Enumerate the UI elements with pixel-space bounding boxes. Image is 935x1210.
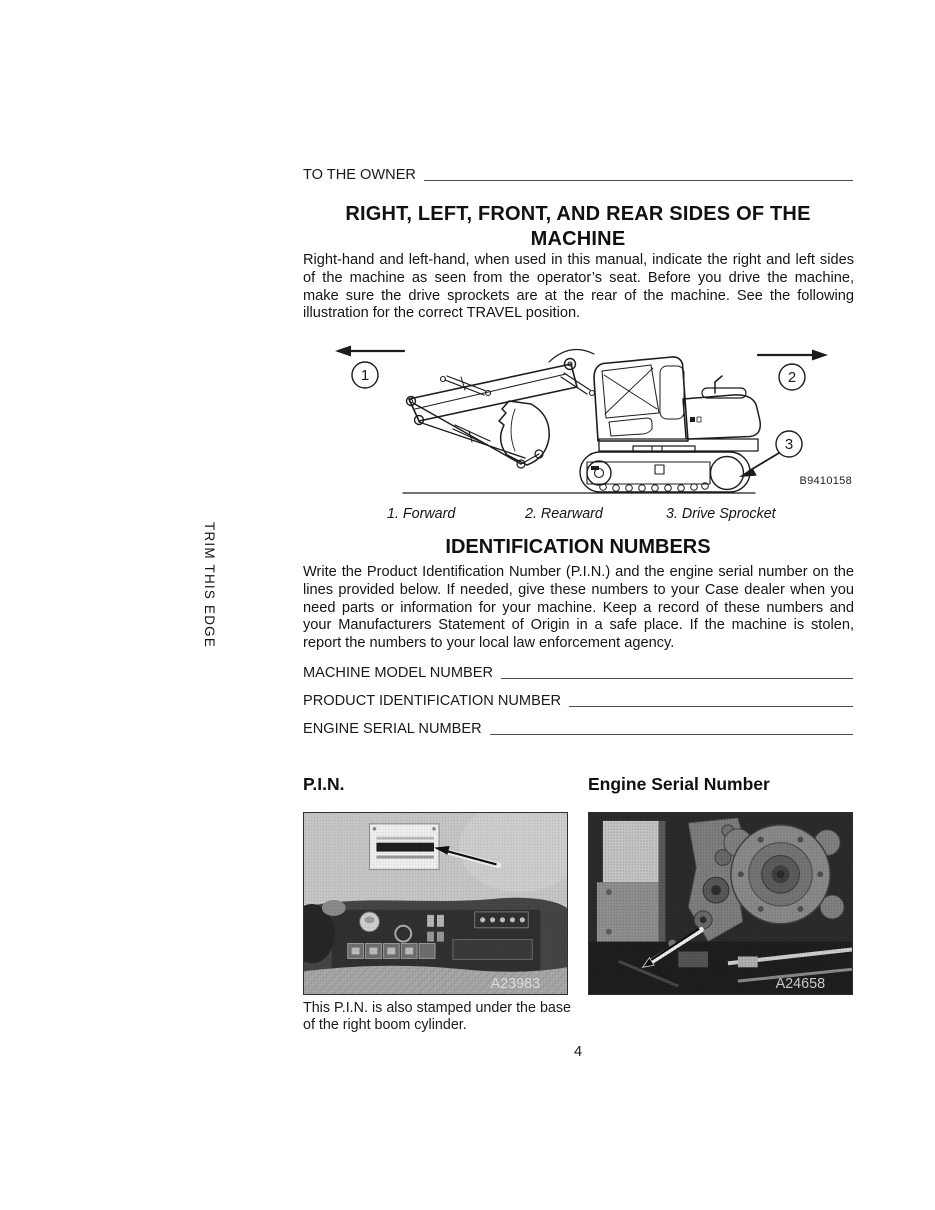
sides-section-title bbox=[303, 202, 853, 252]
legend-forward: 1. Forward bbox=[387, 506, 456, 522]
rearward-arrow bbox=[758, 350, 828, 361]
engine-serial-number-line bbox=[490, 722, 853, 735]
engine-serial-photo-graphic bbox=[589, 813, 852, 994]
legend-drive-sprocket: 3. Drive Sprocket bbox=[666, 506, 776, 522]
sides-title-line2: MACHINE bbox=[530, 228, 626, 250]
sides-section-body: Right-hand and left-hand, when used in this manual, indicate the right and left sides of the machine as seen from the operator’s seat. Before you drive the machine, make sure the drive sprockets are at the rear of the machine. See the following illustration for the correct TRAVEL position. bbox=[303, 252, 854, 322]
engine-serial-heading: Engine Serial Number bbox=[588, 774, 770, 794]
pin-caption: This P.I.N. is also stamped under the base of the right boom cylinder. bbox=[303, 1000, 571, 1033]
svg-text:1: 1 bbox=[360, 367, 370, 384]
callout-3 bbox=[739, 431, 802, 477]
bucket bbox=[499, 401, 549, 465]
pin-photo bbox=[303, 812, 568, 995]
travel-position-figure bbox=[303, 333, 853, 528]
machine-model-number-label: MACHINE MODEL NUMBER bbox=[303, 665, 494, 681]
page-number: 4 bbox=[573, 1044, 583, 1060]
excavator-boom bbox=[407, 350, 595, 469]
callout-1 bbox=[352, 362, 378, 388]
id-section-title: IDENTIFICATION NUMBERS bbox=[445, 536, 711, 558]
pin-photo-code: A23983 bbox=[490, 976, 541, 993]
engine-cover bbox=[683, 395, 760, 439]
callout-2 bbox=[779, 364, 805, 390]
machine-model-number-row bbox=[303, 665, 853, 681]
svg-text:2: 2 bbox=[787, 369, 797, 386]
exhaust bbox=[715, 376, 722, 393]
engine-serial-photo-code: A24658 bbox=[775, 976, 826, 993]
sides-title-line1: RIGHT, LEFT, FRONT, AND REAR SIDES OF THE bbox=[345, 203, 811, 225]
owner-header-label: TO THE OWNER bbox=[303, 167, 416, 183]
pin-heading: P.I.N. bbox=[303, 774, 345, 794]
svg-text:3: 3 bbox=[784, 436, 794, 453]
excavator-illustration bbox=[303, 333, 853, 528]
engine-serial-number-label: ENGINE SERIAL NUMBER bbox=[303, 721, 482, 737]
figure-photo-code: B9410158 bbox=[799, 475, 852, 487]
engine-serial-photo bbox=[588, 812, 853, 995]
product-id-number-row bbox=[303, 693, 853, 709]
trim-edge-label: TRIM THIS EDGE bbox=[202, 522, 217, 649]
id-section-body: Write the Product Identification Number (P.I.N.) and the engine serial number on the lines provided below. If needed, give these numbers to your Case dealer when you need parts or information for your machine. Keep a record of these numbers and your Manufacturers Statement of Origin in a safe place. If the machine is stolen, report the numbers to your local law enforcement agency. bbox=[303, 564, 854, 652]
pin-photo-graphic bbox=[304, 813, 567, 994]
excavator-tracks bbox=[580, 446, 750, 492]
forward-arrow bbox=[335, 346, 404, 357]
product-id-number-line bbox=[569, 694, 853, 707]
legend-rearward: 2. Rearward bbox=[525, 506, 603, 522]
engine-serial-number-row bbox=[303, 721, 853, 737]
product-id-number-label: PRODUCT IDENTIFICATION NUMBER bbox=[303, 693, 562, 709]
owner-header bbox=[303, 167, 853, 183]
excavator-house bbox=[594, 357, 760, 452]
machine-model-number-line bbox=[501, 666, 853, 679]
drive-sprocket bbox=[711, 457, 744, 490]
owner-blank-line bbox=[424, 168, 853, 181]
